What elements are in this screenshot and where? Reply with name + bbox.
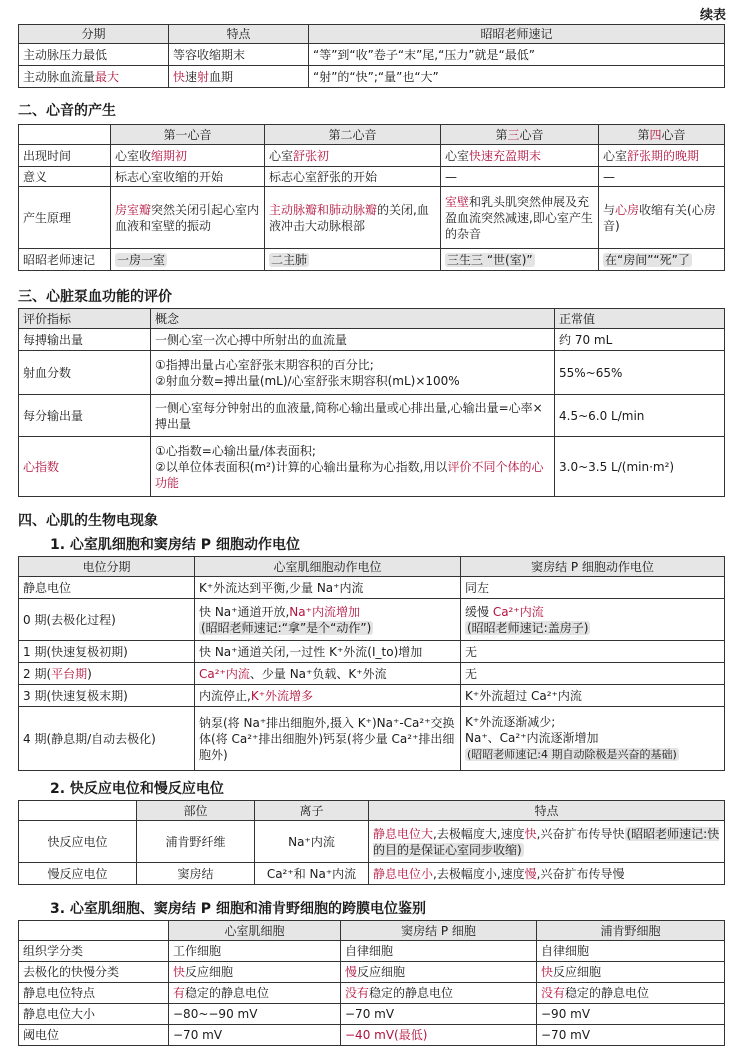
table-cell bbox=[461, 707, 725, 771]
row-label: 1 期(快速复极初期) bbox=[19, 641, 195, 663]
table-header-cell: 第二心音 bbox=[265, 125, 441, 145]
row-label: 每分输出量 bbox=[19, 395, 151, 437]
cell-text: 的关闭,血液冲击大动脉根部 bbox=[269, 202, 429, 233]
table-row bbox=[19, 437, 725, 497]
cell-text: 心音 bbox=[519, 127, 544, 142]
cell-text: 反应细胞 bbox=[185, 965, 234, 979]
row-label: 每搏输出量 bbox=[19, 329, 151, 351]
highlight-text: 静息电位小 bbox=[373, 866, 434, 881]
fast-slow-response-table bbox=[18, 800, 725, 885]
highlight-text: 快 bbox=[173, 69, 186, 84]
row-label: 意义 bbox=[19, 167, 111, 187]
highlight-text: Ca²⁺内流 bbox=[199, 666, 250, 681]
table-header-row bbox=[19, 801, 725, 821]
table-cell: 同左 bbox=[461, 577, 725, 599]
highlight-text: 舒张期的晚期 bbox=[627, 148, 700, 163]
cell-text: 、少量 Na⁺负载、K⁺外流 bbox=[249, 666, 387, 681]
table-cell: “等”到“收”卷子“末”尾,“压力”就是“最低” bbox=[309, 44, 725, 66]
cell-text: 快 Na⁺通道开放, bbox=[199, 604, 290, 619]
table-cell: −70 mV bbox=[169, 1025, 341, 1046]
table-row bbox=[19, 941, 725, 962]
mnemonic-text: 二主肺 bbox=[271, 252, 308, 267]
table-cell: 一侧心室每分钟射出的血液量,简称心输出量或心排出量,心输出量=心率×搏出量 bbox=[151, 395, 555, 437]
table-cell bbox=[111, 249, 265, 271]
table-cell: — bbox=[441, 167, 599, 187]
row-label: 静息电位大小 bbox=[19, 1004, 169, 1025]
table-header-cell: 特点 bbox=[369, 801, 725, 821]
highlight-text: Na⁺内流增加 bbox=[289, 604, 360, 619]
table-cell: 快 Na⁺通道关闭,一过性 K⁺外流(I_to)增加 bbox=[195, 641, 461, 663]
table-cell: 4.5~6.0 L/min bbox=[555, 395, 725, 437]
heart-sound-table bbox=[18, 124, 725, 271]
mnemonic-text: 三生三 “世(室)” bbox=[447, 252, 533, 267]
table-row bbox=[19, 145, 725, 167]
cell-text: 主动脉血流量 bbox=[23, 69, 96, 84]
cell-text: 第 bbox=[637, 127, 650, 142]
table-cell bbox=[441, 187, 599, 249]
cell-text: ,兴奋扩布传导快 bbox=[536, 826, 625, 841]
table-cell: 标志心室舒张的开始 bbox=[265, 167, 441, 187]
highlight-text: 评价不同个体的心功能 bbox=[155, 459, 544, 490]
row-label: 组织学分类 bbox=[19, 941, 169, 962]
table-header-cell: 浦肯野细胞 bbox=[537, 921, 725, 941]
table-cell: — bbox=[599, 167, 725, 187]
table-header-cell: 昭昭老师速记 bbox=[309, 25, 725, 44]
table-cell bbox=[195, 599, 461, 641]
cell-text: 速 bbox=[185, 69, 198, 84]
table-cell: 55%~65% bbox=[555, 351, 725, 395]
cell-text: ,去极幅度大,速度 bbox=[433, 826, 525, 841]
cell-text: 心室 bbox=[269, 148, 294, 163]
cell-text: 2 期( bbox=[23, 666, 52, 681]
highlight-text: 心房 bbox=[615, 202, 640, 217]
section-heading: 四、心肌的生物电现象 bbox=[18, 513, 158, 529]
highlight-text: 舒张初 bbox=[293, 148, 330, 163]
row-label: 快反应电位 bbox=[19, 821, 137, 863]
action-potential-table bbox=[18, 556, 725, 771]
highlight-text: 快 bbox=[173, 965, 186, 979]
highlight-text: 没有 bbox=[541, 986, 566, 1000]
table-row bbox=[19, 249, 725, 271]
table-cell bbox=[599, 187, 725, 249]
table-cell: 无 bbox=[461, 641, 725, 663]
table-row bbox=[19, 599, 725, 641]
table-header-cell: 电位分期 bbox=[19, 557, 195, 577]
cell-text: 反应细胞 bbox=[553, 965, 602, 979]
highlight-text: Ca²⁺内流 bbox=[492, 604, 544, 619]
table-cell bbox=[151, 351, 555, 395]
cell-line bbox=[199, 604, 456, 620]
table-cell bbox=[151, 437, 555, 497]
cell-text: 与 bbox=[603, 202, 616, 217]
cell-text: 心音 bbox=[661, 127, 686, 142]
row-label: 出现时间 bbox=[19, 145, 111, 167]
table-header-row bbox=[19, 309, 725, 329]
table-cell: 自律细胞 bbox=[341, 941, 537, 962]
highlight-text: 三 bbox=[507, 127, 520, 142]
table-cell bbox=[169, 66, 309, 88]
table-header-cell bbox=[599, 125, 725, 145]
highlight-text: K⁺外流增多 bbox=[250, 688, 314, 703]
table-cell: 钠泵(将 Na⁺排出细胞外,摄入 K⁺)Na⁺-Ca²⁺交换体(将 Ca²⁺排出细胞外)钙泵(将少量 Ca²⁺排出细胞外) bbox=[195, 707, 461, 771]
table-cell: 等容收缩期末 bbox=[169, 44, 309, 66]
highlight-text: 房室瓣 bbox=[115, 202, 152, 217]
row-label: 静息电位特点 bbox=[19, 983, 169, 1004]
table-header-cell: 特点 bbox=[169, 25, 309, 44]
cell-text: 血期 bbox=[209, 69, 234, 84]
table-cell bbox=[265, 249, 441, 271]
table-cell: 窦房结 bbox=[137, 863, 255, 885]
row-label: 0 期(去极化过程) bbox=[19, 599, 195, 641]
table-cell bbox=[441, 249, 599, 271]
highlight-text: 静息电位大 bbox=[373, 826, 434, 841]
cell-line bbox=[465, 620, 720, 636]
cell-line: ②射血分数=搏出量(mL)/心室舒张末期容积(mL)×100% bbox=[155, 373, 460, 388]
cell-text: 心室收 bbox=[115, 148, 152, 163]
table-row bbox=[19, 44, 725, 66]
table-cell bbox=[111, 145, 265, 167]
cell-text: 心室 bbox=[603, 148, 628, 163]
cell-text: 反应细胞 bbox=[357, 965, 406, 979]
table-row bbox=[19, 863, 725, 885]
table-cell bbox=[369, 821, 725, 863]
table-row bbox=[19, 187, 725, 249]
table-cell bbox=[441, 145, 599, 167]
table-cell: 标志心室收缩的开始 bbox=[111, 167, 265, 187]
row-label: 静息电位 bbox=[19, 577, 195, 599]
row-label bbox=[19, 663, 195, 685]
table-cell: −70 mV bbox=[537, 1025, 725, 1046]
table-header-cell: 窦房结 P 细胞动作电位 bbox=[461, 557, 725, 577]
cell-line bbox=[465, 746, 720, 763]
table-header-cell bbox=[19, 125, 111, 145]
table-header-cell bbox=[19, 801, 137, 821]
table-cell: “射”的“快”;“量”也“大” bbox=[309, 66, 725, 88]
table-cell bbox=[341, 983, 537, 1004]
cell-text: 心室 bbox=[445, 148, 470, 163]
membrane-potential-table bbox=[18, 920, 725, 1046]
table-cell bbox=[265, 145, 441, 167]
table-cell bbox=[599, 145, 725, 167]
highlight-text: 没有 bbox=[345, 986, 370, 1000]
mnemonic-text: (昭昭老师速记:盖房子) bbox=[467, 620, 589, 635]
table-row bbox=[19, 66, 725, 88]
table-cell bbox=[599, 249, 725, 271]
table-cell: Ca²⁺和 Na⁺内流 bbox=[255, 863, 369, 885]
subsection-heading: 1. 心室肌细胞和窦房结 P 细胞动作电位 bbox=[50, 537, 300, 553]
row-label: 产生原理 bbox=[19, 187, 111, 249]
pump-function-table bbox=[18, 308, 725, 497]
table-cell: 主动脉压力最低 bbox=[19, 44, 169, 66]
table-header-cell: 概念 bbox=[151, 309, 555, 329]
mnemonic-text: (昭昭老师速记:“拿”是个“动作”) bbox=[201, 620, 372, 635]
table-row bbox=[19, 351, 725, 395]
table-row bbox=[19, 983, 725, 1004]
continued-label: 续表 bbox=[699, 8, 726, 23]
cell-text: ) bbox=[87, 666, 92, 681]
table-row bbox=[19, 167, 725, 187]
table-cell: 一侧心室一次心搏中所射出的血流量 bbox=[151, 329, 555, 351]
table-row bbox=[19, 685, 725, 707]
table-row bbox=[19, 395, 725, 437]
highlight-text: 最大 bbox=[95, 69, 120, 84]
table-cell bbox=[169, 962, 341, 983]
cell-text: 稳定的静息电位 bbox=[565, 986, 650, 1000]
table-cell bbox=[537, 962, 725, 983]
table-cell bbox=[369, 863, 725, 885]
table-cell bbox=[19, 66, 169, 88]
table-header-row bbox=[19, 557, 725, 577]
cell-text: 第 bbox=[495, 127, 508, 142]
cell-text: 缓慢 bbox=[465, 604, 493, 619]
table-cell: 自律细胞 bbox=[537, 941, 725, 962]
table-cell: Na⁺内流 bbox=[255, 821, 369, 863]
table-cell: 3.0~3.5 L/(min·m²) bbox=[555, 437, 725, 497]
cell-text: ,兴奋扩布传导慢 bbox=[536, 866, 625, 881]
row-label: 射血分数 bbox=[19, 351, 151, 395]
cell-line bbox=[465, 604, 720, 620]
row-label: 4 期(静息期/自动去极化) bbox=[19, 707, 195, 771]
cell-line: K⁺外流逐渐减少; bbox=[465, 715, 556, 729]
highlight-text: 缩期初 bbox=[151, 148, 188, 163]
cell-line bbox=[199, 620, 456, 636]
table-row bbox=[19, 1004, 725, 1025]
table-header-cell: 正常值 bbox=[555, 309, 725, 329]
table-header-row bbox=[19, 921, 725, 941]
table-header-row bbox=[19, 125, 725, 145]
table-row bbox=[19, 329, 725, 351]
table-cell bbox=[265, 187, 441, 249]
table-row bbox=[19, 663, 725, 685]
cell-text: 稳定的静息电位 bbox=[185, 986, 270, 1000]
table-row bbox=[19, 707, 725, 771]
cell-line: ①指搏出量占心室舒张末期容积的百分比; bbox=[155, 357, 374, 372]
table-header-cell: 部位 bbox=[137, 801, 255, 821]
table-cell: K⁺外流超过 Ca²⁺内流 bbox=[461, 685, 725, 707]
highlight-text: 室壁 bbox=[445, 194, 470, 209]
row-label: 昭昭老师速记 bbox=[19, 249, 111, 271]
table-cell: −40 mV(最低) bbox=[341, 1025, 537, 1046]
highlight-text: 四 bbox=[649, 127, 662, 142]
section-heading: 二、心音的产生 bbox=[18, 103, 116, 119]
highlight-text: 慢 bbox=[524, 866, 537, 881]
table-cell: −70 mV bbox=[341, 1004, 537, 1025]
mnemonic-text: (昭昭老师速记:快的目的是保证心室同步收缩) bbox=[373, 826, 720, 857]
highlight-text: 快 bbox=[541, 965, 554, 979]
table-row bbox=[19, 1025, 725, 1046]
cell-text: 和乳头肌突然伸展及充盈血流突然减速,即心室产生的杂音 bbox=[445, 194, 593, 241]
table-cell: K⁺外流达到平衡,少量 Na⁺内流 bbox=[195, 577, 461, 599]
subsection-heading: 2. 快反应电位和慢反应电位 bbox=[50, 781, 224, 797]
table-header-cell bbox=[441, 125, 599, 145]
row-label: 去极化的快慢分类 bbox=[19, 962, 169, 983]
table-cell bbox=[111, 187, 265, 249]
section-heading: 三、心脏泵血功能的评价 bbox=[18, 289, 172, 305]
cell-line: ①心指数=心输出量/体表面积; bbox=[155, 443, 316, 458]
subsection-heading: 3. 心室肌细胞、窦房结 P 细胞和浦肯野细胞的跨膜电位鉴别 bbox=[50, 901, 426, 917]
row-label: 3 期(快速复极末期) bbox=[19, 685, 195, 707]
highlight-text: 有 bbox=[173, 986, 186, 1000]
row-label: 阈电位 bbox=[19, 1025, 169, 1046]
table-header-cell: 心室肌细胞动作电位 bbox=[195, 557, 461, 577]
table-cell bbox=[169, 983, 341, 1004]
table-row bbox=[19, 962, 725, 983]
cell-text: 突然关闭引起心室内血液和室壁的振动 bbox=[115, 202, 260, 233]
table-cell: 无 bbox=[461, 663, 725, 685]
table-cell: 约 70 mL bbox=[555, 329, 725, 351]
highlight-text: 平台期 bbox=[51, 666, 88, 681]
table-header-cell: 离子 bbox=[255, 801, 369, 821]
table-cell: −80~−90 mV bbox=[169, 1004, 341, 1025]
table-cell bbox=[341, 962, 537, 983]
highlight-text: 快速充盈期末 bbox=[469, 148, 542, 163]
table-cell: 浦肯野纤维 bbox=[137, 821, 255, 863]
table-header-cell: 第一心音 bbox=[111, 125, 265, 145]
table-cell bbox=[461, 599, 725, 641]
highlight-text: 慢 bbox=[345, 965, 358, 979]
mnemonic-text: (昭昭老师速记:4 期自动除极是兴奋的基础) bbox=[467, 748, 677, 761]
table-cell bbox=[195, 663, 461, 685]
highlight-text: 射 bbox=[197, 69, 210, 84]
cell-text: ②以单位体表面积(m²)计算的心输出量称为心指数,用以 bbox=[155, 459, 448, 474]
table-header-row bbox=[19, 25, 725, 44]
table-cell: 工作细胞 bbox=[169, 941, 341, 962]
row-label: 心指数 bbox=[19, 437, 151, 497]
table-cell bbox=[195, 685, 461, 707]
table-row bbox=[19, 577, 725, 599]
table-row bbox=[19, 821, 725, 863]
table-cell bbox=[537, 983, 725, 1004]
highlight-text: 主动脉瓣和肺动脉瓣 bbox=[269, 202, 378, 217]
table-header-cell: 分期 bbox=[19, 25, 169, 44]
cell-line bbox=[155, 459, 550, 491]
table-header-cell: 评价指标 bbox=[19, 309, 151, 329]
cell-text: 内流停止, bbox=[199, 688, 251, 703]
table-cell: −90 mV bbox=[537, 1004, 725, 1025]
table-header-cell: 心室肌细胞 bbox=[169, 921, 341, 941]
mnemonic-text: 一房一室 bbox=[117, 252, 166, 267]
cell-line: Na⁺、Ca²⁺内流逐渐增加 bbox=[465, 731, 599, 745]
cell-text: 稳定的静息电位 bbox=[369, 986, 454, 1000]
aortic-phase-table bbox=[18, 24, 725, 88]
cell-text: 收缩有关(心房音) bbox=[603, 202, 716, 233]
row-label: 慢反应电位 bbox=[19, 863, 137, 885]
mnemonic-text: 在“房间”“死”了 bbox=[605, 252, 690, 267]
highlight-text: 快 bbox=[524, 826, 537, 841]
table-header-cell bbox=[19, 921, 169, 941]
table-header-cell: 窦房结 P 细胞 bbox=[341, 921, 537, 941]
cell-text: ,去极幅度小,速度 bbox=[433, 866, 525, 881]
table-row bbox=[19, 641, 725, 663]
